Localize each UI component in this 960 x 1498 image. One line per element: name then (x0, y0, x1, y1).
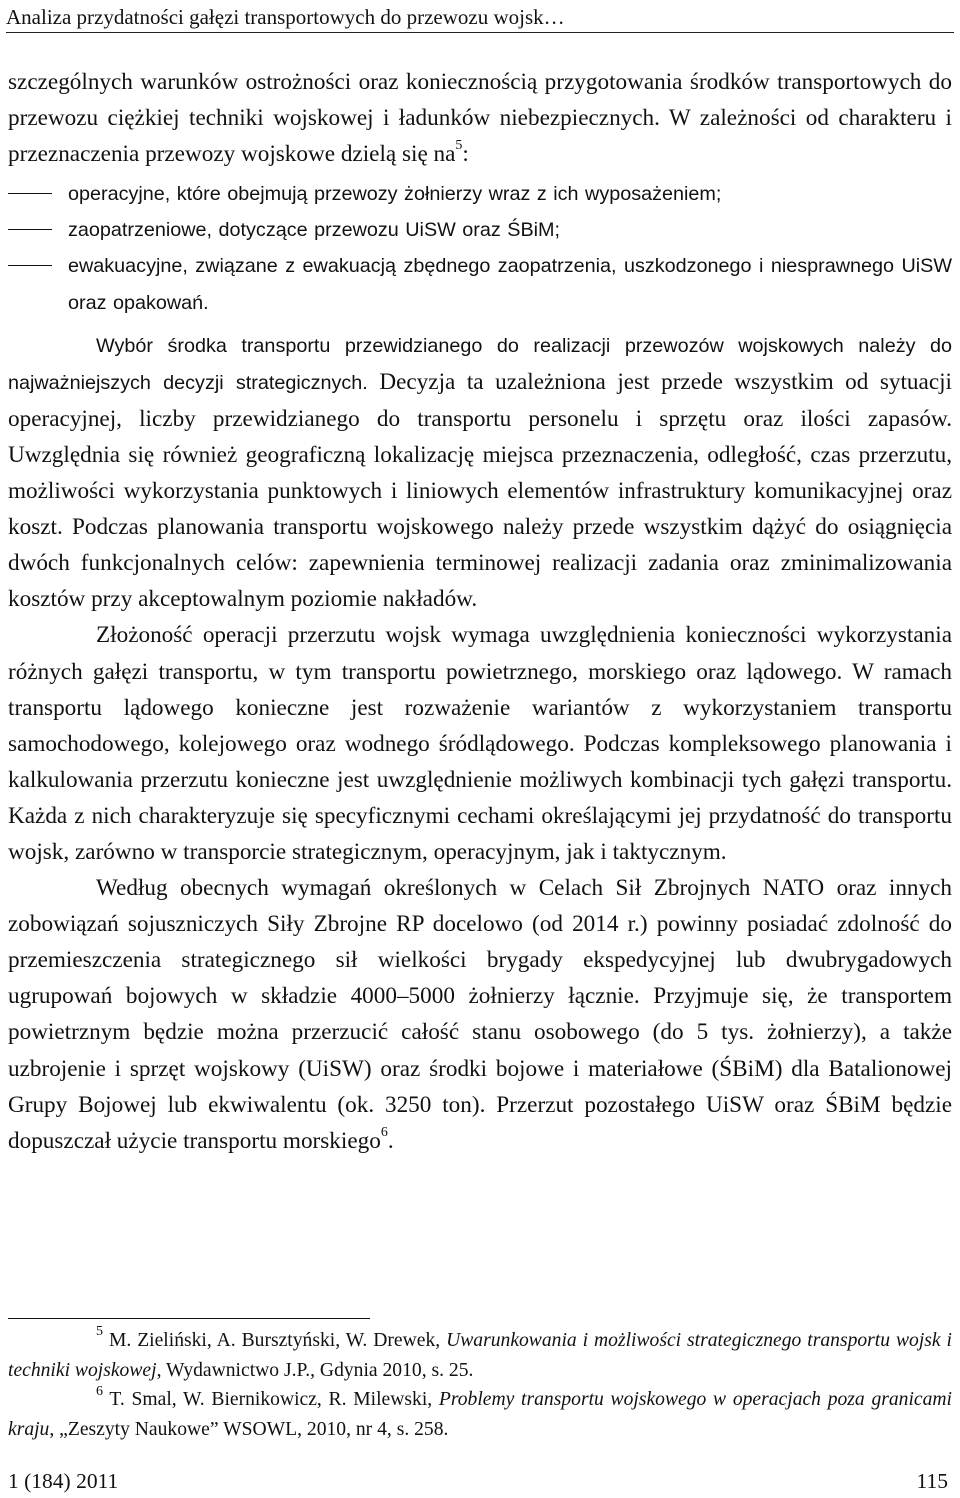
footnote-number: 6 (96, 1383, 103, 1399)
page-number: 115 (916, 1469, 948, 1493)
dash-bullet (8, 193, 52, 194)
footnote-ref-6[interactable]: 6 (380, 1124, 388, 1140)
footnote-title: Problemy transportu wojskowego w operacjach poza granicami kraju (8, 1389, 952, 1440)
list-item-text: zaopatrzeniowe, dotyczące przewozu UiSW oraz ŚBiM; (68, 219, 561, 242)
dash-bullet (8, 265, 52, 266)
issue-label: 1 (184) 2011 (8, 1469, 119, 1493)
paragraph-2 (8, 327, 952, 618)
paragraph-3: Złożoność operacji przerzutu wojsk wymaga uwzględnienia konieczności wykorzystania różnych gałęzi transportu, w tym transportu powietrznego, morskiego oraz lądowego. W ramach transportu lądowego konieczne jest rozważenie wariantów z wykorzystaniem transportu samochodowego, kolejowego oraz wodnego śródlądowego. Podczas kompleksowego planowania i kalkulowania przerzutu konieczne jest uwzględnienie możliwych kombinacji tych gałęzi transportu. Każda z nich charakteryzuje się specyficznymi cechami określającymi jej przydatność do transportu wojsk, zarówno w transporcie strategicznym, operacyjnym, jak i taktycznym. (8, 622, 952, 865)
footnotes (8, 1326, 952, 1444)
main-text (8, 64, 952, 1159)
page-footer (8, 1466, 948, 1496)
footnote-5 (8, 1326, 952, 1385)
footnote-source: , „Zeszyty Naukowe” WSOWL, 2010, nr 4, s. 258. (49, 1418, 449, 1440)
paragraph-1-tail: : (462, 141, 469, 168)
list-item-text: operacyjne, które obejmują przewozy żołnierzy wraz z ich wyposażeniem; (68, 183, 722, 206)
paragraph-2-lead: Wybór środka transportu przewidzianego do realizacji przewozów wojskowych należy do najważniejszych decyzji strategicznych. (8, 334, 952, 394)
footnote-authors: T. Smal, W. Biernikowicz, R. Milewski, (103, 1389, 439, 1411)
paragraph-1 (8, 64, 952, 172)
footnote-title: Uwarunkowania i możliwości strategicznego transportu wojsk i techniki wojskowej (8, 1330, 952, 1381)
running-header (6, 2, 954, 33)
paragraph-4 (8, 870, 952, 1159)
footnote-authors: M. Zieliński, A. Bursztyński, W. Drewek, (103, 1330, 447, 1351)
paragraph-1-text: szczególnych warunków ostrożności oraz koniecznością przygotowania środków transportowych do przewozu ciężkiej techniki wojskowej i ładunków niebezpiecznych. W zależności od charakteru i przeznaczenia przewozy wojskowe dzielą się na (8, 69, 952, 168)
list-item-text: ewakuacyjne, związane z ewakuacją zbędnego zaopatrzenia, uszkodzonego i niesprawnego UiSW oraz opakowań. (68, 255, 952, 314)
list-item (8, 212, 952, 248)
list-item (8, 248, 952, 320)
transport-types-list (8, 176, 952, 320)
dash-bullet (8, 229, 52, 230)
footnote-6 (8, 1385, 952, 1444)
footnote-source: , Wydawnictwo J.P., Gdynia 2010, s. 25. (156, 1359, 474, 1381)
paragraph-4-tail: . (387, 1127, 394, 1154)
footnote-number: 5 (96, 1324, 103, 1340)
footnote-separator (8, 1318, 370, 1319)
running-header-title: Analiza przydatności gałęzi transportowych do przewozu wojsk… (6, 5, 565, 29)
paragraph-4-text: Według obecnych wymagań określonych w Celach Sił Zbrojnych NATO oraz innych zobowiązań sojuszniczych Siły Zbrojne RP docelowo (od 2014 r.) powinny posiadać zdolność do przemieszczenia strategicznego sił wielkości brygady ekspedycyjnej lub dwubrygadowych ugrupowań bojowych w składzie 4000–5000 żołnierzy łącznie. Przyjmuje się, że transportem powietrznym będzie można przerzucić całość stanu osobowego (do 5 tys. żołnierzy), a także uzbrojenie i sprzęt wojskowy (UiSW) oraz środki bojowe i materiałowe (ŚBiM) dla Batalionowej Grupy Bojowej lub ekwiwalentu (ok. 3250 ton). Przerzut pozostałego UiSW oraz ŚBiM będzie dopuszczał użycie transportu morskiego (8, 875, 952, 1154)
list-item (8, 176, 952, 212)
paragraph-2-rest: Decyzja ta uzależniona jest przede wszystkim od sytuacji operacyjnej, liczby przewidzianego do transportu personelu i sprzętu oraz ilości zapasów. Uwzględnia się również geograficzną lokalizację miejsca przeznaczenia, odległość, czas przerzutu, możliwości wykorzystania punktowych i liniowych elementów infrastruktury komunikacyjnej oraz koszt. Podczas planowania transportu wojskowego należy przede wszystkim dążyć do osiągnięcia dwóch funkcjonalnych celów: zapewnienia terminowej realizacji zadania oraz zminimalizowania kosztów przy akceptowalnym poziomie nakładów. (8, 368, 952, 613)
footnote-ref-5[interactable]: 5 (455, 138, 463, 154)
